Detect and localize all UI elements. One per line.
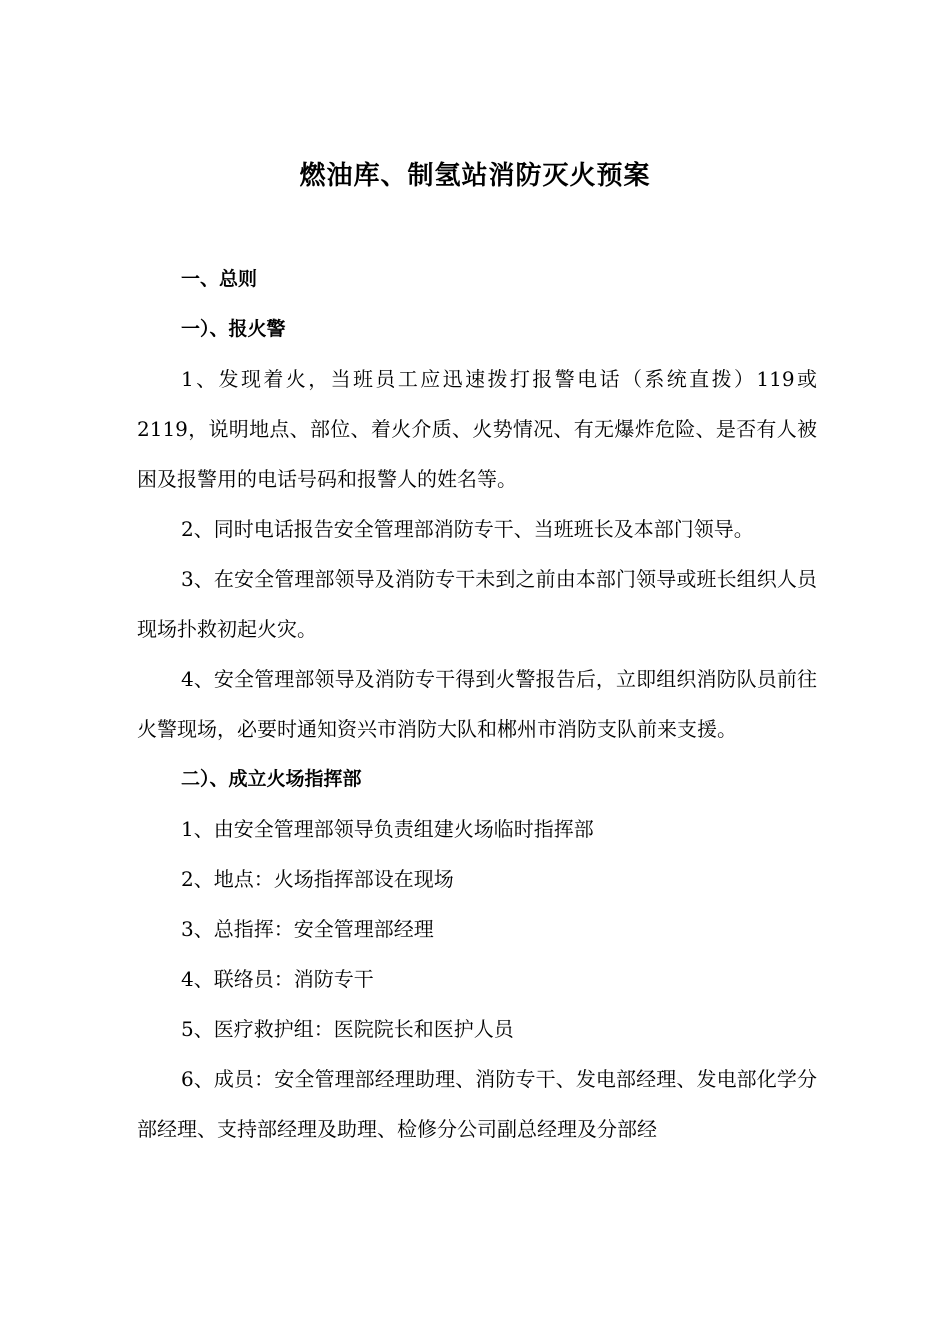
document-body <box>137 254 817 1154</box>
document-title: 燃油库、制氢站消防灭火预案 <box>299 161 651 191</box>
paragraph-medical-team: 5、医疗救护组：医院院长和医护人员 <box>181 1017 514 1041</box>
subsection-heading-command-post: 二）、成立火场指挥部 <box>181 768 362 790</box>
paragraph-commander: 3、总指挥：安全管理部经理 <box>181 917 434 941</box>
paragraph-fire-brigade-support: 4、安全管理部领导及消防专干得到火警报告后，立即组织消防队员前往火警现场，必要时通知资兴市消防大队和郴州市消防支队前来支援。 <box>137 667 817 741</box>
paragraph-initial-firefighting: 3、在安全管理部领导及消防专干未到之前由本部门领导或班长组织人员现场扑救初起火灾。 <box>137 567 817 641</box>
paragraph-report-phone: 2、同时电话报告安全管理部消防专干、当班班长及本部门领导。 <box>181 517 754 541</box>
paragraph-command-post-setup: 1、由安全管理部领导负责组建火场临时指挥部 <box>181 817 594 841</box>
paragraph-liaison: 4、联络员：消防专干 <box>181 967 374 991</box>
paragraph-members: 6、成员：安全管理部经理助理、消防专干、发电部经理、发电部化学分部经理、支持部经理及助理、检修分公司副总经理及分部经 <box>137 1067 817 1141</box>
section-heading-general: 一、总则 <box>181 268 258 290</box>
paragraph-alarm-call: 1、发现着火，当班员工应迅速拨打报警电话（系统直拨）119或2119，说明地点、部位、着火介质、火势情况、有无爆炸危险、是否有人被困及报警用的电话号码和报警人的姓名等。 <box>137 367 817 491</box>
subsection-heading-fire-alarm: 一）、报火警 <box>181 318 286 340</box>
paragraph-location: 2、地点：火场指挥部设在现场 <box>181 867 454 891</box>
